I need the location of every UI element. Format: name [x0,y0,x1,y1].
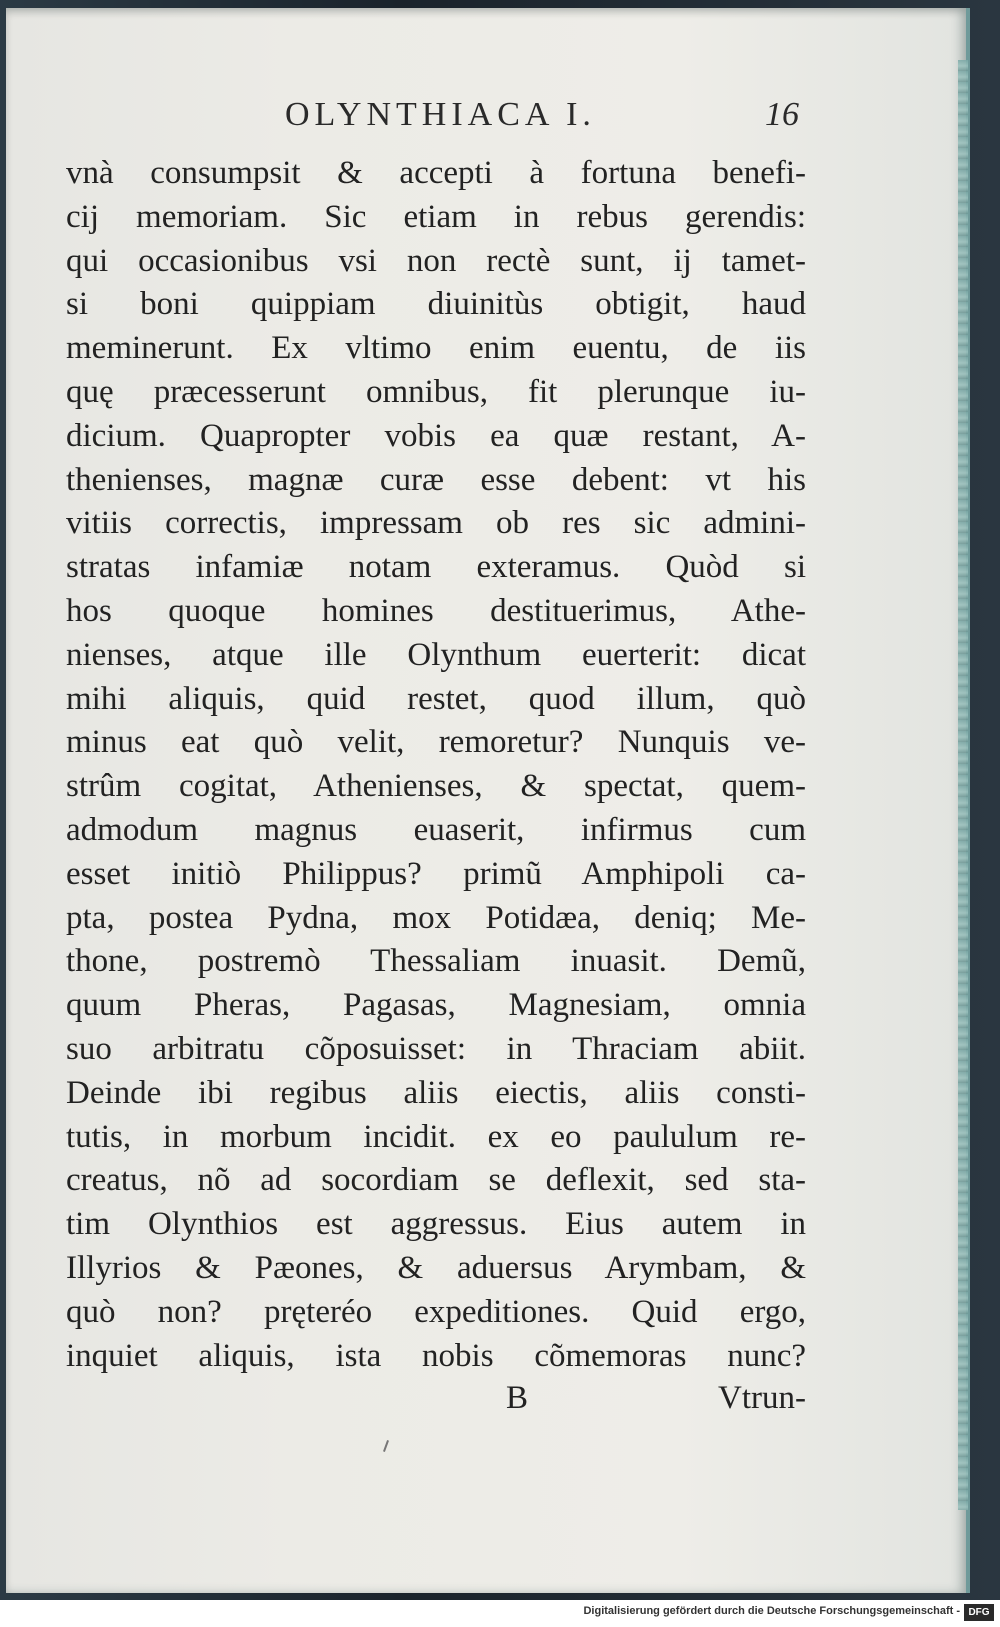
text-line: si boni quippiam diuinitùs obtigit, haud [66,286,806,323]
text-line: admodum magnus euaserit, infirmus cum [66,811,806,848]
text-line: esset initiò Philippus? primũ Amphipoli ca- [66,855,806,892]
page-header [285,96,805,146]
text-line: suo arbitratu cõposuisset: in Thraciam abiit. [66,1030,806,1067]
text-line: thone, postremò Thessaliam inuasit. Demũ, [66,943,806,980]
text-line: Illyrios & Pæones, & aduersus Arymbam, & [66,1249,806,1286]
digitization-footer [0,1600,1000,1627]
text-line: tim Olynthios est aggressus. Eius autem in [66,1206,806,1243]
text-line: meminerunt. Ex vltimo enim euentu, de iis [66,330,806,367]
dfg-logo-icon: DFG [964,1604,994,1621]
funding-credit: Digitalisierung gefördert durch die Deutsche Forschungsgemeinschaft - [583,1605,960,1617]
text-line: stratas infamiæ notam exteramus. Quòd si [66,549,806,586]
text-line: minus eat quò velit, remoretur? Nunquis ve- [66,724,806,761]
signature-mark: B [506,1380,529,1416]
text-line: quum Pheras, Pagasas, Magnesiam, omnia [66,987,806,1024]
text-line: mihi aliquis, quid restet, quod illum, quò [66,680,806,717]
text-line: nienses, atque ille Olynthum euerterit: dicat [66,636,806,673]
text-line: Deinde ibi regibus aliis eiectis, aliis consti- [66,1074,806,1111]
page-edge [958,60,968,1510]
text-line: tutis, in morbum incidit. ex eo paululum re- [66,1118,806,1155]
text-line: strûm cogitat, Athenienses, & spectat, quem- [66,768,806,805]
text-line: vitiis correctis, impressam ob res sic admini- [66,505,806,542]
text-line: inquiet aliquis, ista nobis cõmemoras nunc? [66,1337,806,1374]
text-line: dicium. Quapropter vobis ea quæ restant, A- [66,417,806,454]
text-line: pta, postea Pydna, mox Potidæa, deniq; Me- [66,899,806,936]
text-line: cij memoriam. Sic etiam in rebus gerendis: [66,198,806,235]
catchword: Vtrun- [718,1380,806,1416]
page-number: 16 [765,96,799,133]
text-line: quò non? pręteréo expeditiones. Quid ergo, [66,1293,806,1330]
text-line: vnà consumpsit & accepti à fortuna benefi- [66,155,806,191]
body-text [66,152,806,1378]
text-line: creatus, nõ ad socordiam se deflexit, sed sta- [66,1162,806,1199]
text-line: qui occasionibus vsi non rectè sunt, ij tamet- [66,242,806,279]
catchline [66,1380,806,1424]
running-title: OLYNTHIACA I. [285,96,596,133]
text-line: thenienses, magnæ curæ esse debent: vt his [66,461,806,498]
text-line: quę præcesserunt omnibus, fit plerunque iu- [66,373,806,410]
text-line: hos quoque homines destituerimus, Athe- [66,592,806,629]
